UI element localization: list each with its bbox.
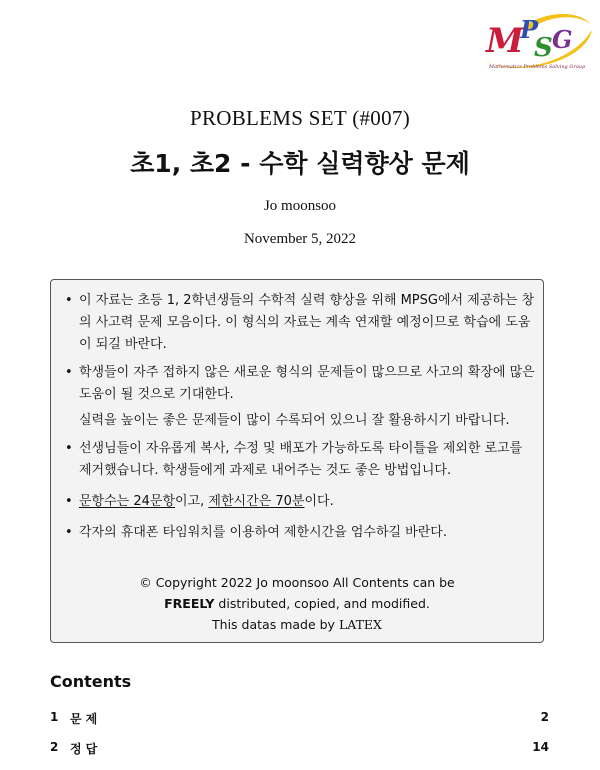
notice-item: [65, 290, 535, 356]
toc-entry[interactable]: [50, 710, 549, 728]
time-limit: 제한시간은 70분: [208, 494, 305, 509]
latex-logo: LATEX: [338, 617, 382, 632]
notice-text: 학생들이 자주 접하지 않은 새로운 형식의 문제들이 많으므로 사고의 확장에 많은 도움이 될 것으로 기대한다.: [79, 365, 535, 402]
copyright-notice: [51, 572, 543, 635]
logo-letter-s: S: [534, 33, 553, 63]
contents-heading: Contents: [50, 672, 132, 691]
logo-letter-m: M: [486, 21, 524, 61]
toc-label[interactable]: 문제: [70, 712, 102, 726]
logo-letter-p: P: [520, 15, 539, 44]
notice-text: 각자의 휴대폰 타임워치를 이용하여 제한시간을 엄수하길 바란다.: [79, 525, 447, 540]
notice-text: 선생님들이 자유롭게 복사, 수정 및 배포가 가능하도록 타이틀을 제외한 로고를 제거했습니다. 학생들에게 과제로 내어주는 것도 좋은 방법입니다.: [79, 441, 523, 478]
notice-text: 이다.: [304, 494, 334, 509]
notice-list: [65, 290, 535, 544]
logo-letter-g: G: [552, 25, 573, 54]
toc-entry[interactable]: [50, 740, 549, 758]
freely-emphasis: FREELY: [164, 596, 215, 611]
notice-box: [50, 279, 544, 643]
toc-number: 2: [50, 740, 59, 754]
notice-text: 이고,: [175, 494, 209, 509]
toc-number: 1: [50, 710, 59, 724]
toc-label[interactable]: 정답: [70, 742, 102, 756]
toc-page: 14: [532, 740, 549, 754]
notice-item: [65, 491, 535, 513]
copyright-line: [51, 593, 543, 614]
toc-page: 2: [540, 710, 549, 724]
problem-set-title: PROBLEMS SET (#007): [189, 106, 410, 130]
copyright-text: distributed, copied, and modified.: [214, 596, 430, 611]
copyright-text: This datas made by: [212, 617, 339, 632]
notice-item: [65, 522, 535, 544]
notice-item: [65, 362, 535, 432]
notice-text: 이 자료는 초등 1, 2학년생들의 수학적 실력 향상을 위해 MPSG에서 제공하는 창의 사고력 문제 모음이다. 이 형식의 자료는 계속 연재할 예정이므로 학습에 도움이 되길 바란다.: [79, 293, 535, 352]
notice-item: [65, 438, 535, 482]
question-count: 문항수는 24문항: [79, 494, 176, 509]
notice-text-continued: 실력을 높이는 좋은 문제들이 많이 수록되어 있으니 잘 활용하시기 바랍니다.: [79, 413, 510, 428]
document-title: 초1, 초2 - 수학 실력향상 문제: [130, 149, 470, 178]
date: November 5, 2022: [243, 231, 357, 247]
copyright-line: [51, 614, 543, 635]
logo-tagline: Mathematics Problems Solving Group: [488, 64, 586, 70]
author: Jo moonsoo: [263, 198, 337, 214]
copyright-line: © Copyright 2022 Jo moonsoo All Contents can be: [139, 575, 455, 590]
